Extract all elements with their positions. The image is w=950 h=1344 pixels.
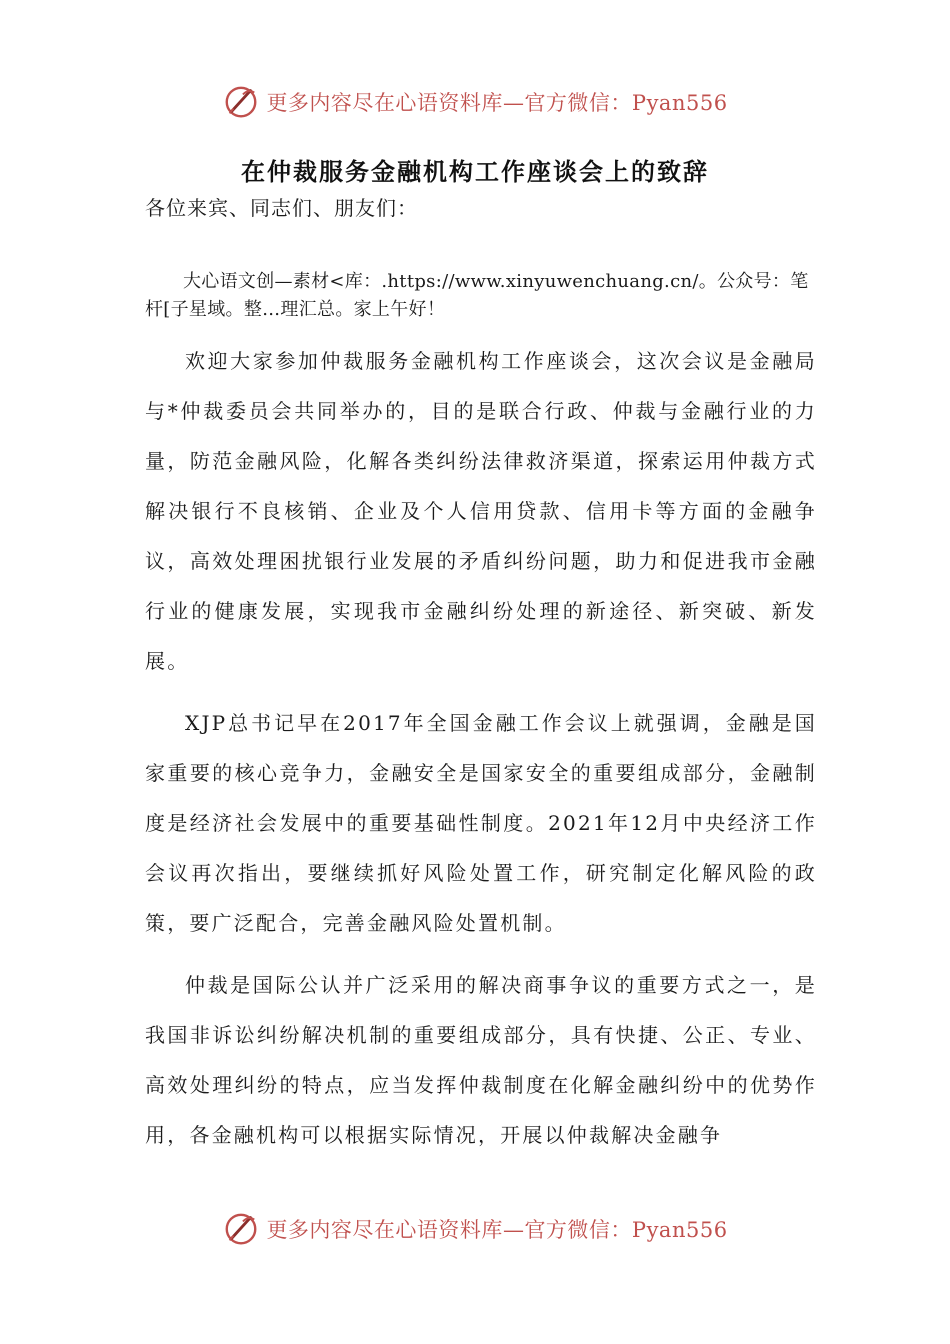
greeting-line: 各位来宾、同志们、朋友们： bbox=[145, 196, 418, 220]
banner-text: 更多内容尽在心语资料库—官方微信：Pyan556 bbox=[266, 1218, 728, 1242]
pen-circle-logo-icon bbox=[222, 1210, 260, 1248]
source-note: 大心语文创—素材<库：.https://www.xinyuwenchuang.cn/。公众号：笔杆[子星域。整…理汇总。家上午好！ bbox=[145, 271, 809, 320]
paragraph-3: 仲裁是国际公认并广泛采用的解决商事争议的重要方式之一，是我国非诉讼纠纷解决机制的重要组成部分，具有快捷、公正、专业、高效处理纠纷的特点，应当发挥仲裁制度在化解金融纠纷中的优势作用，各金融机构可以根据实际情况，开展以仲裁解决金融争 bbox=[145, 973, 817, 1147]
pen-circle-logo-icon bbox=[222, 83, 260, 121]
header-banner bbox=[0, 80, 950, 124]
footer-banner bbox=[0, 1207, 950, 1251]
banner-text: 更多内容尽在心语资料库—官方微信：Pyan556 bbox=[266, 91, 728, 115]
document-title: 在仲裁服务金融机构工作座谈会上的致辞 bbox=[241, 157, 709, 186]
paragraph-1: 欢迎大家参加仲裁服务金融机构工作座谈会，这次会议是金融局与*仲裁委员会共同举办的，目的是联合行政、仲裁与金融行业的力量，防范金融风险，化解各类纠纷法律救济渠道，探索运用仲裁方式解决银行不良核销、企业及个人信用贷款、信用卡等方面的金融争议，高效处理困扰银行业发展的矛盾纠纷问题，助力和促进我市金融行业的健康发展，实现我市金融纠纷处理的新途径、新突破、新发展。 bbox=[145, 349, 817, 673]
paragraph-2: XJP总书记早在2017年全国金融工作会议上就强调，金融是国家重要的核心竞争力，金融安全是国家安全的重要组成部分，金融制度是经济社会发展中的重要基础性制度。2021年12月中央经济工作会议再次指出，要继续抓好风险处置工作，研究制定化解风险的政策，要广泛配合，完善金融风险处置机制。 bbox=[145, 711, 817, 935]
